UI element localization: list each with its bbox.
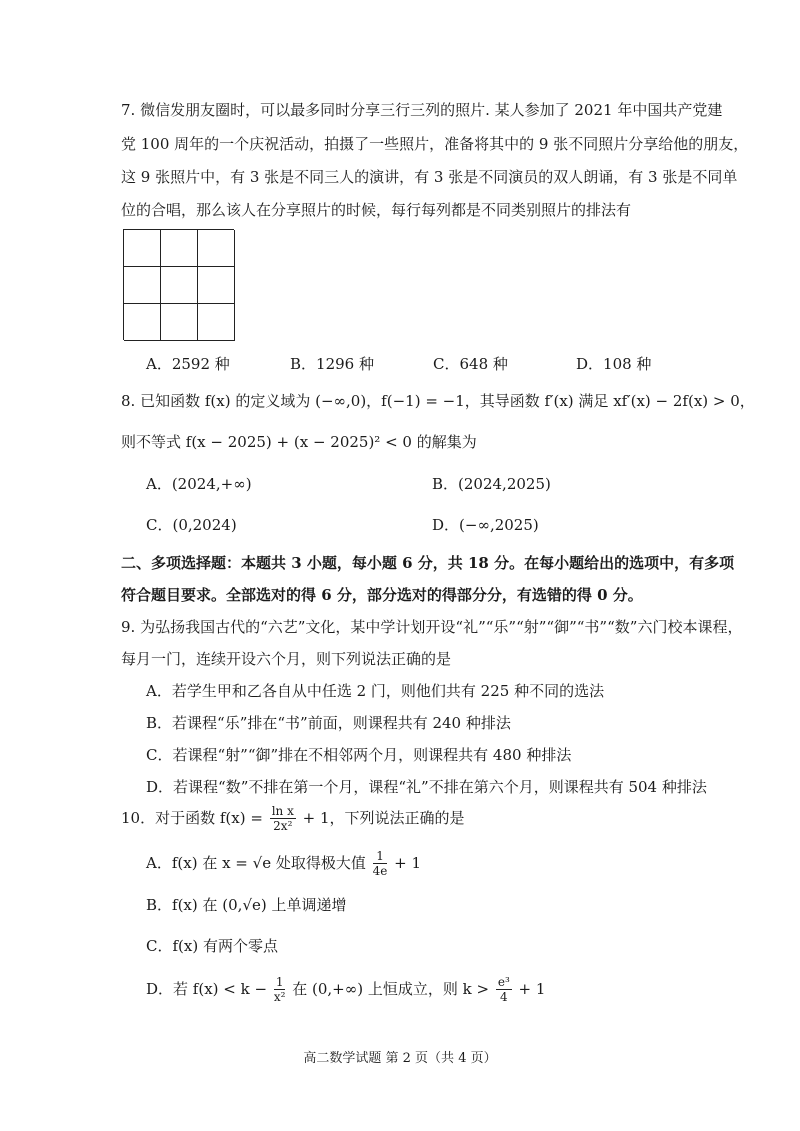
- q10-option-d-fraction-2: [496, 975, 512, 1005]
- q7-option-a: A．2592 种: [146, 355, 230, 373]
- q8-option-d: D．(−∞,2025): [432, 516, 539, 534]
- q8-option-a: A．(2024,+∞): [146, 475, 252, 493]
- fraction-numerator: 1: [275, 975, 284, 989]
- q9-line-1: 9. 为弘扬我国古代的“六艺”文化，某中学计划开设“礼”“乐”“射”“御”“书”“数”六门校本课程，: [121, 618, 743, 636]
- q10-option-b: B．f(x) 在 (0,√e) 上单调递增: [146, 896, 347, 914]
- q9-line-2: 每月一门，连续开设六个月，则下列说法正确的是: [121, 650, 452, 668]
- q10-option-d-suffix: + 1: [518, 979, 546, 998]
- fraction-numerator: ln x: [271, 804, 294, 818]
- q7-option-d: D．108 种: [576, 355, 652, 373]
- q9-option-b: B．若课程“乐”排在“书”前面，则课程共有 240 种排法: [146, 714, 511, 732]
- grid-cell: [124, 304, 161, 341]
- grid-cell: [161, 267, 198, 304]
- photo-grid-3x3: [123, 229, 234, 340]
- fraction-denominator: 4e: [372, 864, 388, 879]
- fraction-numerator: 1: [373, 849, 388, 864]
- q8-line-1: 8. 已知函数 f(x) 的定义域为 (−∞,0)，f(−1) = −1，其导函数 f′(x) 满足 xf′(x) − 2f(x) > 0，: [121, 392, 755, 410]
- q10-option-d-fraction-1: [274, 975, 286, 1005]
- q7-option-b: B．1296 种: [290, 355, 374, 373]
- q9-option-a: A．若学生甲和乙各自从中任选 2 门，则他们共有 225 种不同的选法: [146, 682, 605, 700]
- section-2-heading-line-1: 二、多项选择题：本题共 3 小题，每小题 6 分，共 18 分。在每小题给出的选项中，有多项: [121, 554, 735, 572]
- fraction-denominator: x²: [273, 990, 286, 1005]
- q10-option-d-mid: 在 (0,+∞) 上恒成立，则 k >: [292, 979, 490, 998]
- q10-stem: [121, 804, 465, 834]
- q7-line-2: 党 100 周年的一个庆祝活动，拍摄了一些照片，准备将其中的 9 张不同照片分享给他的朋友，: [121, 135, 749, 153]
- q10-option-a-suffix: + 1: [394, 853, 422, 872]
- grid-cell: [198, 267, 235, 304]
- q10-stem-prefix: 10．对于函数 f(x) =: [121, 808, 263, 827]
- q10-option-d-prefix: D．若 f(x) < k −: [146, 979, 268, 998]
- q10-stem-fraction: [270, 804, 296, 834]
- fraction-denominator: 2x²: [273, 819, 293, 834]
- grid-cell: [198, 230, 235, 267]
- q10-option-a: [146, 849, 421, 879]
- grid-cell: [161, 304, 198, 341]
- grid-cell: [124, 230, 161, 267]
- grid-cell: [161, 230, 198, 267]
- q9-option-d: D．若课程“数”不排在第一个月，课程“礼”不排在第六个月，则课程共有 504 种排法: [146, 778, 707, 796]
- q7-line-4: 位的合唱，那么该人在分享照片的时候，每行每列都是不同类别照片的排法有: [121, 201, 632, 219]
- q8-option-b: B．(2024,2025): [432, 475, 551, 493]
- grid-cell: [124, 267, 161, 304]
- fraction-numerator: e³: [497, 975, 510, 989]
- q8-option-c: C．(0,2024): [146, 516, 237, 534]
- q10-option-a-fraction: [373, 849, 388, 879]
- grid-cell: [198, 304, 235, 341]
- fraction-denominator: 4: [499, 990, 508, 1005]
- q10-option-d: [146, 975, 545, 1005]
- q10-stem-suffix: + 1，下列说法正确的是: [302, 808, 465, 827]
- q7-line-1: 7. 微信发朋友圈时，可以最多同时分享三行三列的照片. 某人参加了 2021 年中国共产党建: [121, 101, 723, 119]
- q7-option-c: C．648 种: [433, 355, 508, 373]
- section-2-heading-line-2: 符合题目要求。全部选对的得 6 分，部分选对的得部分分，有选错的得 0 分。: [121, 586, 643, 604]
- q9-option-c: C．若课程“射”“御”排在不相邻两个月，则课程共有 480 种排法: [146, 746, 572, 764]
- page-footer: 高二数学试题 第 2 页（共 4 页）: [303, 1051, 497, 1066]
- q8-line-2: 则不等式 f(x − 2025) + (x − 2025)² < 0 的解集为: [121, 433, 477, 451]
- q10-option-c: C．f(x) 有两个零点: [146, 937, 278, 955]
- q10-option-a-prefix: A．f(x) 在 x = √e 处取得极大值: [146, 853, 366, 872]
- q7-line-3: 这 9 张照片中，有 3 张是不同三人的演讲，有 3 张是不同演员的双人朗诵，有 3 张是不同单: [121, 168, 738, 186]
